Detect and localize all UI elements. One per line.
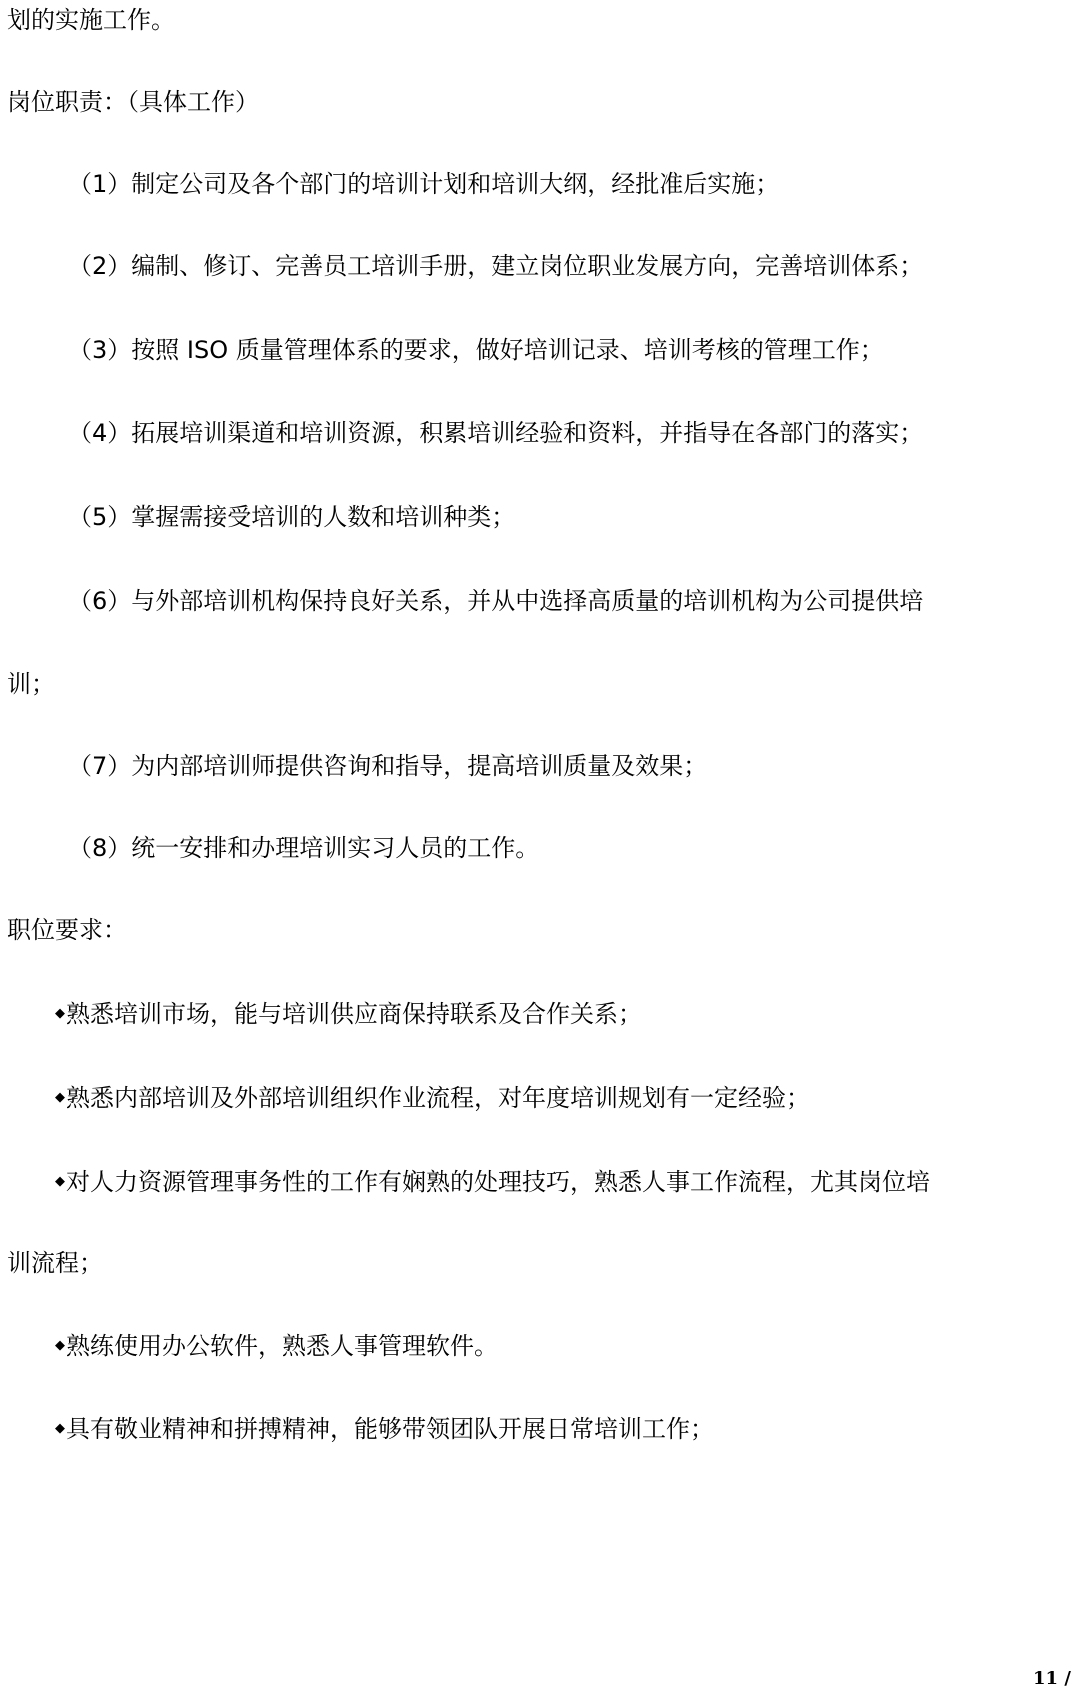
duty-item-3: （3）按照 ISO 质量管理体系的要求，做好培训记录、培训考核的管理工作； bbox=[68, 336, 884, 364]
duty-item-2: （2）编制、修订、完善员工培训手册，建立岗位职业发展方向，完善培训体系； bbox=[68, 252, 924, 280]
diamond-bullet-icon: ◆ bbox=[55, 1090, 65, 1105]
duty-item-6: （6）与外部培训机构保持良好关系，并从中选择高质量的培训机构为公司提供培 bbox=[68, 587, 924, 615]
requirement-item-3 bbox=[55, 1166, 930, 1198]
diamond-bullet-icon: ◆ bbox=[55, 1006, 65, 1021]
duties-heading: 岗位职责：（具体工作） bbox=[7, 88, 259, 116]
requirement-text: 具有敬业精神和拼搏精神，能够带领团队开展日常培训工作； bbox=[66, 1415, 714, 1443]
duty-item-1: （1）制定公司及各个部门的培训计划和培训大纲，经批准后实施； bbox=[68, 170, 780, 198]
duty-item-8: （8）统一安排和办理培训实习人员的工作。 bbox=[68, 834, 540, 862]
diamond-bullet-icon: ◆ bbox=[55, 1421, 65, 1436]
page-number: 11 / bbox=[1033, 1668, 1071, 1689]
requirement-item-3-continued: 训流程； bbox=[7, 1249, 103, 1277]
requirement-text: 熟悉内部培训及外部培训组织作业流程，对年度培训规划有一定经验； bbox=[66, 1084, 810, 1112]
duty-item-6-continued: 训； bbox=[7, 670, 55, 698]
duty-item-4: （4）拓展培训渠道和培训资源，积累培训经验和资料，并指导在各部门的落实； bbox=[68, 419, 924, 447]
intro-tail-text: 划的实施工作。 bbox=[7, 6, 175, 34]
requirement-item-4 bbox=[55, 1330, 498, 1362]
requirement-text: 熟悉培训市场，能与培训供应商保持联系及合作关系； bbox=[66, 1000, 642, 1028]
requirement-item-2 bbox=[55, 1082, 810, 1114]
requirement-item-5 bbox=[55, 1413, 714, 1445]
requirement-item-1 bbox=[55, 998, 642, 1030]
requirements-heading: 职位要求： bbox=[7, 916, 127, 944]
diamond-bullet-icon: ◆ bbox=[55, 1174, 65, 1189]
diamond-bullet-icon: ◆ bbox=[55, 1338, 65, 1353]
requirement-text: 对人力资源管理事务性的工作有娴熟的处理技巧，熟悉人事工作流程，尤其岗位培 bbox=[66, 1168, 930, 1196]
duty-item-7: （7）为内部培训师提供咨询和指导，提高培训质量及效果； bbox=[68, 752, 708, 780]
duty-item-5: （5）掌握需接受培训的人数和培训种类； bbox=[68, 503, 516, 531]
requirement-text: 熟练使用办公软件，熟悉人事管理软件。 bbox=[66, 1332, 498, 1360]
